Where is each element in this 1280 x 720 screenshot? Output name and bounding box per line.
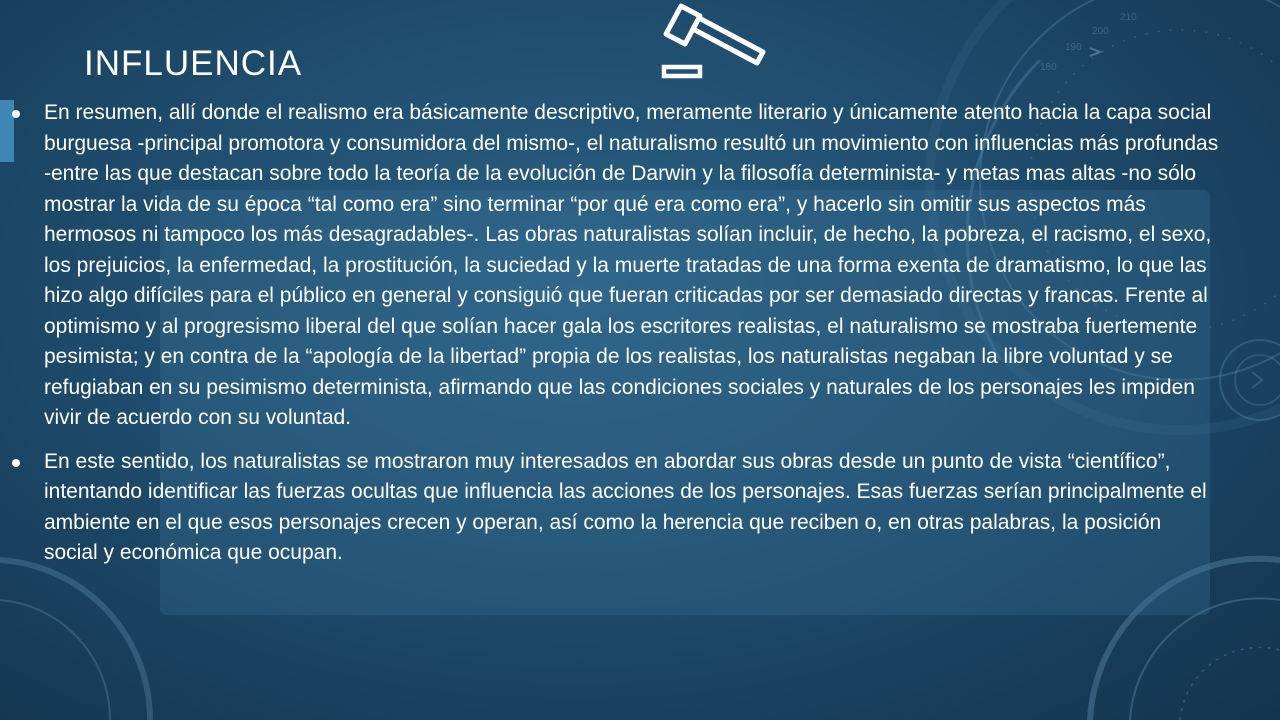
list-item (0, 98, 1220, 434)
bullet-text: En este sentido, los naturalistas se mostraron muy interesados en abordar sus obras desde un punto de vista “científico”, intentando identificar las fuerzas ocultas que influencia las acciones de los personajes. Esas fuerzas serían principalmente el ambiente en el que esos personajes crecen y operan, así como la herencia que reciben o, en otras palabras, la posición social y económica que ocupan. (44, 449, 1207, 564)
svg-text:200: 200 (1092, 26, 1109, 37)
bullet-text: En resumen, allí donde el realismo era básicamente descriptivo, meramente literario y únicamente atento hacia la capa social burguesa -principal promotora y consumidora del mismo-, el naturalismo resultó un movimiento con influencias más profundas -entre las que destacan sobre todo la teoría de la evolución de Darwin y la filosofía determinista- y metas mas altas -no sólo mostrar la vida de su época “tal como era” sino terminar “por qué era como era”, y hacerlo sin omitir sus aspectos más hermosos ni tampoco los más desagradables-. Las obras naturalistas solían incluir, de hecho, la pobreza, el racismo, el sexo, los prejuicios, la enfermedad, la prostitución, la suciedad y la muerte tratadas de una forma exenta de dramatismo, lo que las hizo algo difíciles para el público en general y consiguió que fueran criticadas por ser demasiado directas y francas. Frente al optimismo y al progresismo liberal del que solían hacer gala los escritores realistas, el naturalismo se mostraba fuertemente pesimista; y en contra de la “apología de la libertad” propia de los realistas, los naturalistas negaban la libre voluntad y se refugiaban en su pesimismo determinista, afirmando que las condiciones sociales y naturales de los personajes les impiden vivir de acuerdo con su voluntad. (44, 101, 1219, 429)
svg-text:180: 180 (1040, 62, 1057, 73)
bullet-list (0, 98, 1220, 582)
list-item (0, 447, 1220, 569)
svg-text:190: 190 (1065, 42, 1082, 53)
gavel-icon (655, 0, 775, 89)
svg-text:210: 210 (1120, 12, 1137, 23)
slide-title: INFLUENCIA (84, 44, 303, 83)
bullet-dot-icon (12, 459, 20, 467)
bullet-dot-icon (12, 110, 20, 118)
